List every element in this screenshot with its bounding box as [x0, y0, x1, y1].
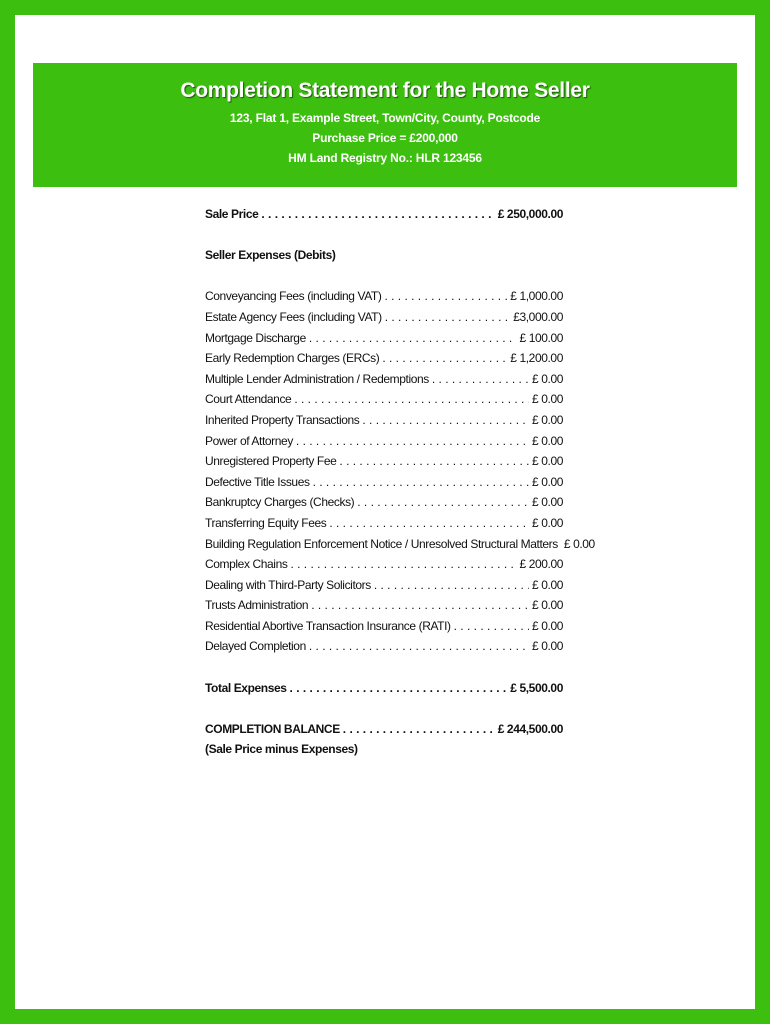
- dot-leader: [382, 348, 507, 369]
- dot-leader: [329, 513, 529, 534]
- expense-row: [205, 492, 563, 513]
- expense-amount: £ 0.00: [532, 495, 563, 510]
- document-title: Completion Statement for the Home Seller: [180, 79, 590, 102]
- expense-amount: £ 0.00: [532, 598, 563, 613]
- dot-leader: [384, 286, 507, 307]
- sale-price-label: Sale Price: [205, 207, 259, 221]
- expense-label: Building Regulation Enforcement Notice / Unresolved Structural Matters: [205, 536, 558, 551]
- dot-leader: [357, 492, 529, 513]
- dot-leader: [339, 451, 529, 472]
- dot-leader: [261, 204, 494, 225]
- expense-row: [205, 534, 595, 555]
- completion-balance-label: COMPLETION BALANCE: [205, 721, 340, 736]
- purchase-price: Purchase Price = £200,000: [312, 131, 458, 145]
- expense-row: [205, 369, 563, 390]
- expense-amount: £ 0.00: [532, 433, 563, 448]
- expense-amount: £ 1,000.00: [510, 289, 563, 304]
- statement-body: [205, 204, 595, 760]
- completion-balance-row: [205, 719, 563, 740]
- expense-label: Multiple Lender Administration / Redemptions: [205, 371, 429, 386]
- total-expenses-label: Total Expenses: [205, 680, 287, 695]
- expense-label: Complex Chains: [205, 557, 288, 572]
- expense-amount: £ 0.00: [563, 536, 595, 551]
- expenses-heading: Seller Expenses (Debits): [205, 248, 336, 263]
- land-registry-number: HM Land Registry No.: HLR 123456: [288, 151, 482, 165]
- expense-row: [205, 348, 563, 369]
- expense-amount: £ 0.00: [532, 577, 563, 592]
- expense-label: Power of Attorney: [205, 433, 293, 448]
- dot-leader: [432, 369, 529, 390]
- dot-leader: [362, 410, 529, 431]
- completion-balance-amount: £ 244,500.00: [497, 721, 563, 736]
- expense-label: Estate Agency Fees (including VAT): [205, 309, 382, 324]
- dot-leader: [294, 389, 529, 410]
- sale-price-amount: £ 250,000.00: [497, 207, 563, 221]
- total-expenses-amount: £ 5,500.00: [510, 680, 563, 695]
- expense-amount: £ 1,200.00: [510, 351, 563, 366]
- expense-row: [205, 307, 563, 328]
- expense-label: Early Redemption Charges (ERCs): [205, 351, 380, 366]
- expense-amount: £ 0.00: [532, 639, 563, 654]
- expense-amount: £ 0.00: [532, 392, 563, 407]
- expense-amount: £ 0.00: [532, 618, 563, 633]
- expense-row: [205, 328, 563, 349]
- expense-row: [205, 513, 563, 534]
- expense-row: [205, 286, 563, 307]
- dot-leader: [385, 307, 510, 328]
- property-address: 123, Flat 1, Example Street, Town/City, County, Postcode: [229, 111, 541, 125]
- expense-row: [205, 410, 563, 431]
- sale-price-row: [205, 204, 563, 225]
- expense-label: Conveyancing Fees (including VAT): [205, 289, 382, 304]
- dot-leader: [454, 616, 529, 637]
- expense-row: [205, 575, 563, 596]
- expense-amount: £ 0.00: [532, 371, 563, 386]
- dot-leader: [309, 328, 517, 349]
- dot-leader: [309, 636, 529, 657]
- expense-row: [205, 431, 563, 452]
- expense-amount: £ 0.00: [532, 412, 563, 427]
- dot-leader: [374, 575, 529, 596]
- header-banner: [33, 63, 737, 187]
- expense-label: Bankruptcy Charges (Checks): [205, 495, 355, 510]
- dot-leader: [311, 595, 529, 616]
- dot-leader: [290, 554, 516, 575]
- expense-amount: £ 0.00: [532, 515, 563, 530]
- expense-row: [205, 595, 563, 616]
- dot-leader: [313, 472, 529, 493]
- dot-leader: [343, 719, 495, 740]
- expense-row: [205, 636, 563, 657]
- expense-label: Dealing with Third-Party Solicitors: [205, 577, 371, 592]
- expense-label: Inherited Property Transactions: [205, 412, 360, 427]
- expense-row: [205, 616, 563, 637]
- expense-label: Mortgage Discharge: [205, 330, 306, 345]
- expense-amount: £ 200.00: [519, 557, 563, 572]
- expense-label: Unregistered Property Fee: [205, 454, 337, 469]
- completion-balance-note: (Sale Price minus Expenses): [205, 742, 358, 757]
- expense-amount: £ 0.00: [532, 454, 563, 469]
- expense-row: [205, 554, 563, 575]
- expense-amount: £ 0.00: [532, 474, 563, 489]
- expense-amount: £ 100.00: [519, 330, 563, 345]
- expense-amount: £3,000.00: [513, 309, 563, 324]
- expense-label: Residential Abortive Transaction Insurance (RATI): [205, 618, 451, 633]
- expense-label: Court Attendance: [205, 392, 292, 407]
- expense-label: Trusts Administration: [205, 598, 309, 613]
- expense-row: [205, 472, 563, 493]
- dot-leader: [290, 678, 508, 699]
- expense-label: Defective Title Issues: [205, 474, 310, 489]
- expense-row: [205, 451, 563, 472]
- total-expenses-row: [205, 678, 563, 699]
- expense-label: Delayed Completion: [205, 639, 306, 654]
- dot-leader: [296, 431, 529, 452]
- expense-row: [205, 389, 563, 410]
- expense-label: Transferring Equity Fees: [205, 515, 327, 530]
- expense-list: [205, 286, 595, 657]
